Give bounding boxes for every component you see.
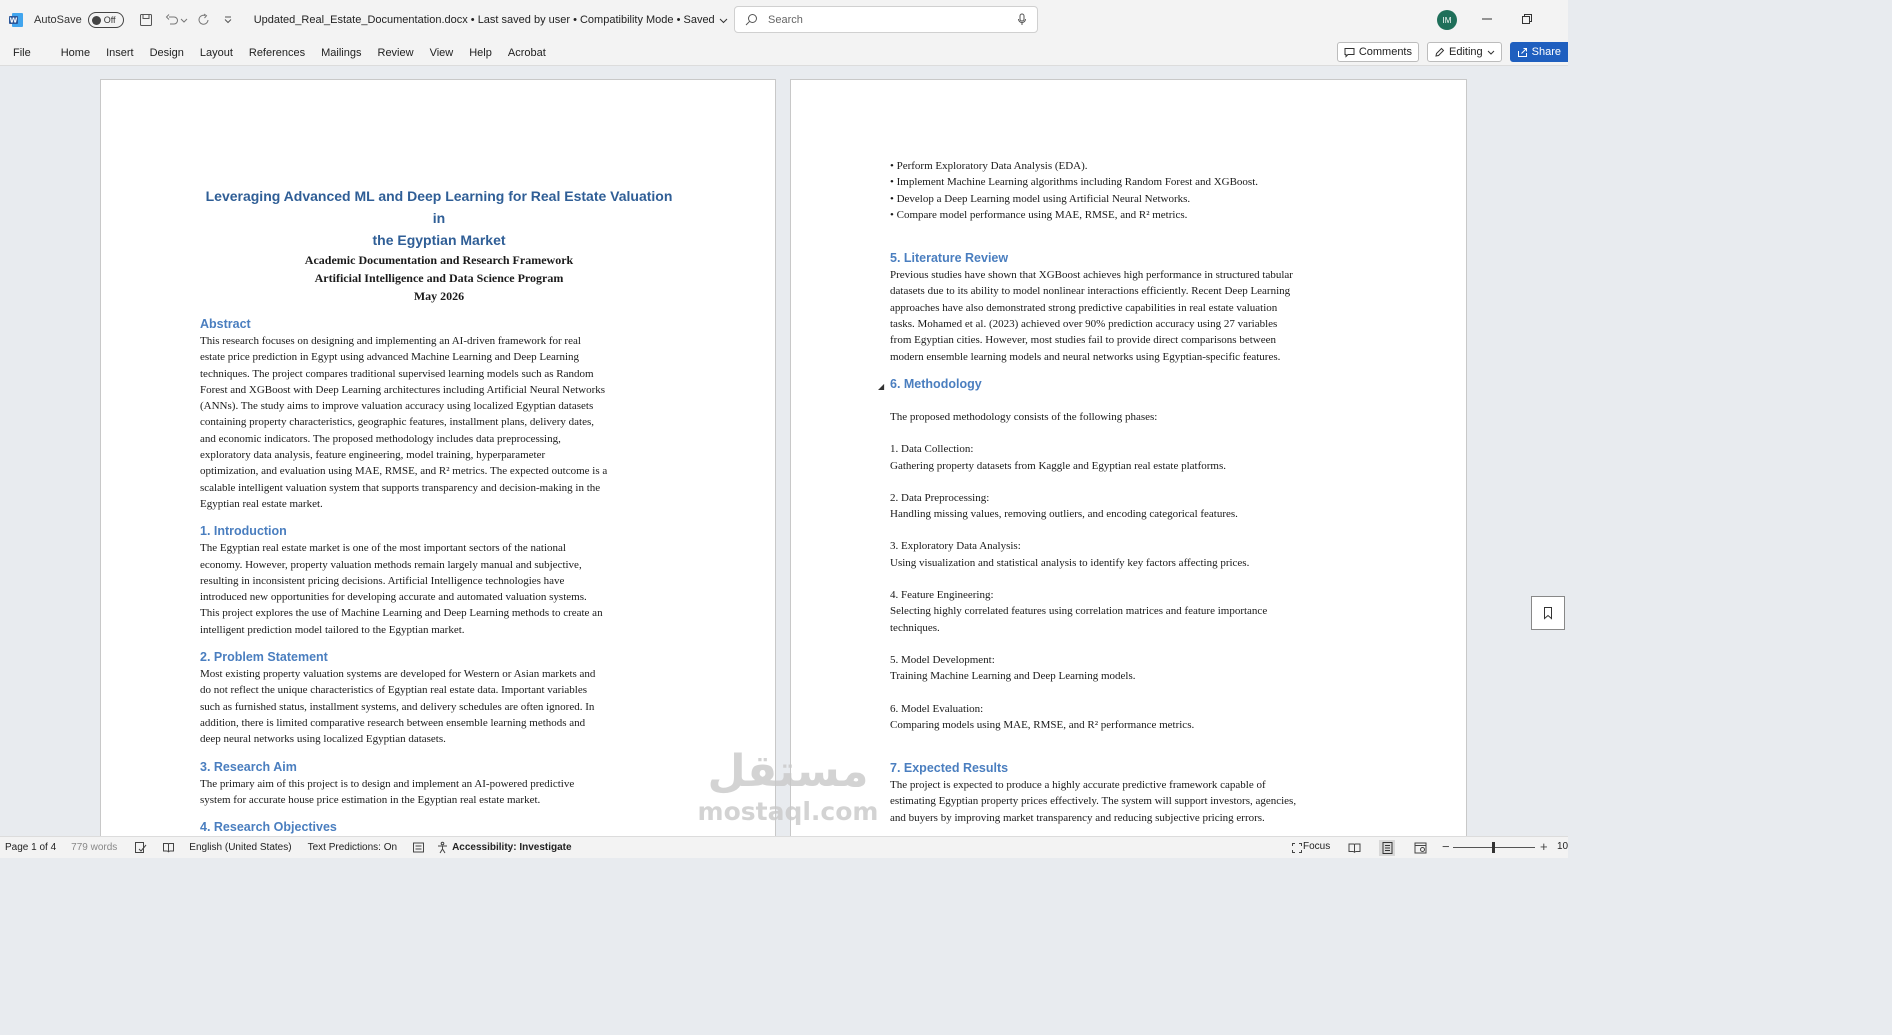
document-page-2[interactable] xyxy=(790,79,1467,839)
document-date: May 2026 xyxy=(413,289,465,303)
text-line: Selecting highly correlated features using correlation matrices and feature importance xyxy=(890,605,1268,618)
text-line: system for accurate house price estimation in the Egyptian real estate market. xyxy=(200,793,541,806)
tab-review[interactable]: Review xyxy=(377,46,414,59)
document-page-1[interactable] xyxy=(100,79,776,839)
tab-layout[interactable]: Layout xyxy=(199,46,233,59)
focus-label[interactable]: Focus xyxy=(1303,841,1331,852)
undo-dropdown-icon[interactable] xyxy=(180,12,188,28)
list-item: • Implement Machine Learning algorithms including Random Forest and XGBoost. xyxy=(890,176,1259,189)
title-line-1: Leveraging Advanced ML and Deep Learning for Real Estate Valuation in xyxy=(205,188,673,226)
document-main-title xyxy=(200,185,678,251)
methodology-phase xyxy=(890,538,1368,571)
abstract-heading: Abstract xyxy=(200,317,251,331)
text-line: Most existing property valuation systems are developed for Western or Asian markets and xyxy=(200,668,596,681)
tab-file[interactable]: File xyxy=(13,46,31,59)
ribbon-tabs xyxy=(0,40,1568,66)
document-title[interactable] xyxy=(254,14,728,26)
watermark-arabic: مستقل xyxy=(707,746,869,797)
comment-icon xyxy=(1344,47,1355,58)
read-mode-icon[interactable] xyxy=(1347,841,1361,855)
share-icon xyxy=(1517,47,1528,58)
text-line: Previous studies have shown that XGBoost achieves high performance in structured tabular xyxy=(890,269,1293,282)
list-item: • Compare model performance using MAE, RMSE, and R² metrics. xyxy=(890,208,1188,221)
methodology-intro: The proposed methodology consists of the following phases: xyxy=(890,410,1158,423)
text-line: from Egyptian cities. However, most studies fail to provide direct comparisons between xyxy=(890,334,1276,347)
text-line: This project explores the use of Machine Learning and Deep Learning methods to create an xyxy=(200,607,603,620)
text-line: optimization, and evaluation using MAE, RMSE, and R² metrics. The expected outcome is a xyxy=(200,465,608,478)
text-line: Handling missing values, removing outliers, and encoding categorical features. xyxy=(890,508,1238,521)
research-aim-heading: 3. Research Aim xyxy=(200,759,297,774)
research-aim-paragraph xyxy=(200,776,678,809)
spacer xyxy=(890,425,1368,441)
editing-label: Editing xyxy=(1449,46,1483,58)
comments-button[interactable] xyxy=(1337,42,1419,62)
text-line: (ANNs). The study aims to improve valuation accuracy using localized Egyptian datasets xyxy=(200,400,594,413)
save-icon[interactable] xyxy=(138,12,154,28)
accessibility-icon[interactable] xyxy=(435,841,449,855)
proofing-icon[interactable] xyxy=(133,841,147,855)
page2-content xyxy=(878,158,1368,826)
status-bar xyxy=(0,836,1568,858)
autosave-label: AutoSave xyxy=(34,14,82,26)
tab-acrobat[interactable]: Acrobat xyxy=(507,46,546,59)
text-line: This research focuses on designing and implementing an AI-driven framework for real xyxy=(200,335,581,347)
subtitle-2: Artificial Intelligence and Data Science Program xyxy=(314,271,564,285)
chevron-down-icon xyxy=(719,16,728,25)
phase-title: 6. Model Evaluation: xyxy=(890,702,984,715)
text-line: modern ensemble learning models and neural networks using Egyptian-specific features. xyxy=(890,350,1281,363)
expected-results-heading: 7. Expected Results xyxy=(890,761,1009,776)
spacer xyxy=(890,685,1368,701)
language-indicator[interactable]: English (United States) xyxy=(189,842,292,853)
text-line: Using visualization and statistical analysis to identify key factors affecting prices. xyxy=(890,556,1250,569)
text-line: estate price prediction in Egypt using advanced Machine Learning and Deep Learning xyxy=(200,351,580,364)
phase-title: 3. Exploratory Data Analysis: xyxy=(890,540,1021,553)
word-app-icon[interactable] xyxy=(8,12,24,28)
spacer xyxy=(890,522,1368,538)
text-line: introduced new opportunities for developing accurate and automated valuation systems. xyxy=(200,591,587,604)
zoom-out-button[interactable]: − xyxy=(1442,839,1450,854)
tab-references[interactable]: References xyxy=(248,46,306,59)
minimize-icon[interactable] xyxy=(1480,12,1494,26)
literature-review-paragraph xyxy=(890,267,1368,365)
spacer xyxy=(890,474,1368,490)
list-item: • Perform Exploratory Data Analysis (EDA). xyxy=(890,160,1088,172)
text-line: techniques. The project compares traditional supervised learning models such as Random xyxy=(200,367,594,380)
undo-icon[interactable] xyxy=(164,12,180,28)
text-line: Forest and XGBoost with Deep Learning architectures including Artificial Neural Networks xyxy=(200,383,606,396)
page1-content xyxy=(200,185,678,836)
toggle-knob xyxy=(92,16,101,25)
collapse-heading-icon[interactable]: ◢ xyxy=(878,381,885,391)
abstract-paragraph xyxy=(200,333,678,512)
text-line: addition, there is limited comparative research between ensemble learning methods and xyxy=(200,716,586,729)
read-aloud-icon[interactable] xyxy=(161,841,175,855)
subtitle-1: Academic Documentation and Research Framework xyxy=(304,253,574,267)
text-line: and economic indicators. The proposed methodology includes data preprocessing, xyxy=(200,432,561,445)
methodology-phase xyxy=(890,701,1368,734)
text-line: tasks. Mohamed et al. (2023) achieved over 90% prediction accuracy using 27 variables xyxy=(890,318,1278,331)
tab-view[interactable]: View xyxy=(429,46,454,59)
text-line: and buyers by improving market transparency and reducing subjective pricing errors. xyxy=(890,811,1265,824)
text-line: exploratory data analysis, feature engineering, model training, hyperparameter xyxy=(200,449,546,462)
watermark-latin: mostaql.com xyxy=(697,797,879,826)
text-line: The project is expected to produce a highly accurate predictive framework capable of xyxy=(890,779,1266,792)
ribbon-right-actions xyxy=(1337,42,1568,62)
bookmark-side-button[interactable] xyxy=(1531,596,1565,630)
list-item: • Develop a Deep Learning model using Artificial Neural Networks. xyxy=(890,192,1191,205)
text-line: economy. However, property valuation methods remain largely manual and subjective, xyxy=(200,558,582,571)
methodology-phase xyxy=(890,652,1368,685)
tab-design[interactable]: Design xyxy=(149,46,184,59)
share-label: Share xyxy=(1531,46,1561,58)
introduction-paragraph xyxy=(200,540,678,638)
title-line-2: the Egyptian Market xyxy=(372,232,506,248)
text-line: estimating Egyptian property prices effectively. The system will support investors, agencies, xyxy=(890,795,1297,808)
text-line: intelligent prediction model tailored to the Egyptian market. xyxy=(200,623,465,636)
accessibility-status[interactable]: Accessibility: Investigate xyxy=(452,842,572,853)
print-layout-icon[interactable] xyxy=(1379,840,1395,856)
tab-mailings[interactable]: Mailings xyxy=(321,46,362,59)
search-icon xyxy=(745,13,758,26)
research-objectives-heading: 4. Research Objectives xyxy=(200,820,337,835)
customize-toolbar-icon[interactable] xyxy=(220,12,236,28)
redo-icon[interactable] xyxy=(196,12,212,28)
tab-insert[interactable]: Insert xyxy=(106,46,134,59)
text-predictions-indicator[interactable]: Text Predictions: On xyxy=(307,842,398,853)
text-line: scalable intelligent valuation system that supports transparency and decision-making in the xyxy=(200,481,601,494)
text-line: deep neural networks using localized Egyptian datasets. xyxy=(200,733,446,746)
phase-title: 4. Feature Engineering: xyxy=(890,589,994,602)
literature-review-heading: 5. Literature Review xyxy=(890,251,1009,266)
search-box[interactable] xyxy=(734,6,1038,33)
pencil-icon xyxy=(1434,47,1445,58)
user-avatar[interactable]: IM xyxy=(1437,10,1457,30)
text-line: resulting in inconsistent pricing decisions. Artificial Intelligence technologies have xyxy=(200,574,565,587)
web-layout-icon[interactable] xyxy=(1413,841,1427,855)
text-line: containing property characteristics, geographic features, installment plans, delivery dates, xyxy=(200,416,595,429)
autosave-toggle[interactable] xyxy=(88,12,124,28)
word-count[interactable]: 779 words xyxy=(71,842,118,853)
text-line: techniques. xyxy=(890,621,940,634)
spacer xyxy=(890,636,1368,652)
spacer xyxy=(890,571,1368,587)
bookmark-icon xyxy=(1542,606,1554,620)
text-line: Gathering property datasets from Kaggle and Egyptian real estate platforms. xyxy=(890,459,1226,472)
text-line: Comparing models using MAE, RMSE, and R² performance metrics. xyxy=(890,718,1195,731)
autosave-state: Off xyxy=(103,15,116,25)
methodology-phase xyxy=(890,441,1368,474)
phase-title: 1. Data Collection: xyxy=(890,443,974,456)
restore-icon[interactable] xyxy=(1520,12,1534,26)
editing-mode-button[interactable] xyxy=(1427,42,1502,62)
title-bar xyxy=(0,0,1568,40)
share-button[interactable] xyxy=(1510,42,1568,62)
document-title-text: Updated_Real_Estate_Documentation.docx • Last saved by user • Compatibility Mode • Saved xyxy=(253,14,715,26)
focus-icon[interactable] xyxy=(1290,841,1304,855)
expected-results-paragraph xyxy=(890,777,1368,826)
page-indicator[interactable]: Page 1 of 4 xyxy=(5,842,57,853)
search-placeholder: Search xyxy=(768,13,803,26)
objectives-list xyxy=(890,158,1368,223)
macro-recording-icon[interactable] xyxy=(411,841,425,855)
text-line: Egyptian real estate market. xyxy=(200,497,323,510)
text-line: datasets due to its ability to model nonlinear interactions efficiently. Recent Deep Learning xyxy=(890,285,1291,298)
text-line: approaches have also demonstrated strong predictive capabilities in real estate valuation xyxy=(890,301,1278,314)
tab-help[interactable]: Help xyxy=(469,46,492,59)
text-line: The Egyptian real estate market is one of the most important sectors of the national xyxy=(200,542,566,555)
svg-text:W: W xyxy=(9,16,18,25)
zoom-level[interactable]: 10 xyxy=(1557,841,1569,852)
zoom-slider-thumb[interactable] xyxy=(1492,842,1495,853)
text-line: The primary aim of this project is to design and implement an AI-powered predictive xyxy=(200,777,575,790)
methodology-phase xyxy=(890,490,1368,523)
methodology-heading: 6. Methodology xyxy=(890,376,982,391)
spacer xyxy=(890,393,1368,409)
text-line: Training Machine Learning and Deep Learning models. xyxy=(890,670,1136,683)
phase-title: 5. Model Development: xyxy=(890,653,995,666)
introduction-heading: 1. Introduction xyxy=(200,524,287,539)
text-line: do not reflect the unique characteristics of Egyptian real estate data. Important variables xyxy=(200,684,587,697)
problem-statement-heading: 2. Problem Statement xyxy=(200,650,328,665)
comments-label: Comments xyxy=(1358,46,1412,58)
tab-home[interactable]: Home xyxy=(60,46,91,59)
zoom-in-button[interactable]: + xyxy=(1540,839,1548,854)
phase-title: 2. Data Preprocessing: xyxy=(890,491,990,504)
methodology-phase xyxy=(890,587,1368,636)
problem-statement-paragraph xyxy=(200,666,678,747)
text-line: such as furnished status, installment systems, and delivery schedules are often ignored. In xyxy=(200,700,595,713)
chevron-down-icon xyxy=(1487,48,1495,56)
microphone-icon[interactable] xyxy=(1017,13,1027,26)
